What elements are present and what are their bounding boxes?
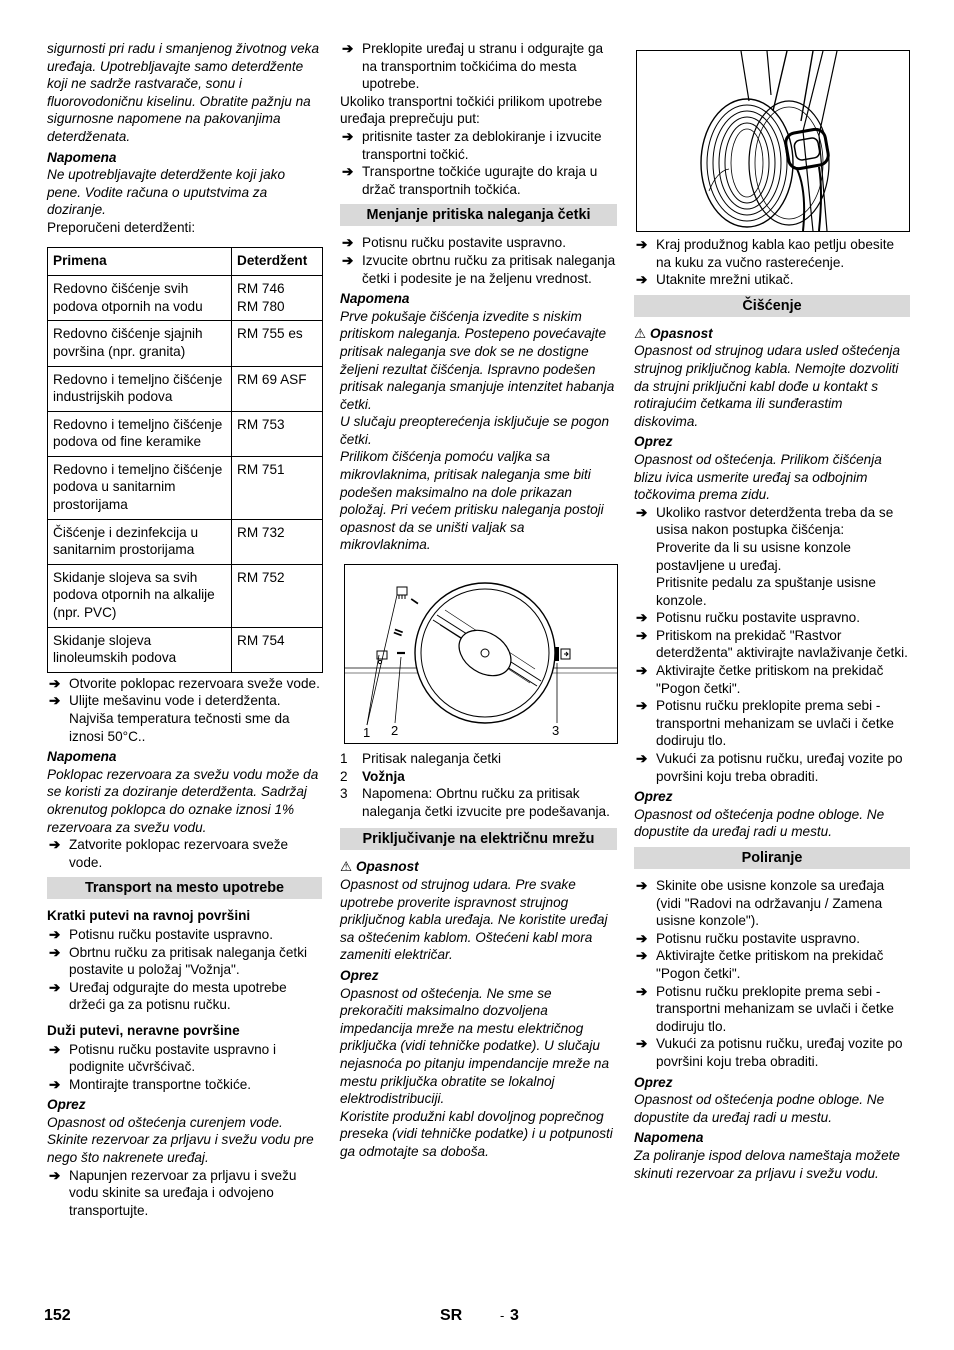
legend-number: 1 xyxy=(340,751,348,767)
arrow-right-icon: ➔ xyxy=(49,675,61,691)
list-item xyxy=(634,504,910,610)
list-item xyxy=(47,944,322,979)
list-item xyxy=(634,627,910,662)
list-item-text: Preklopite uređaj u stranu i odgurajte ga na transportnim točkićima do mesta upotrebe. xyxy=(362,41,604,92)
table-cell: RM 69 ASF xyxy=(232,366,323,411)
arrow-right-icon: ➔ xyxy=(636,627,648,643)
dial-mark: I xyxy=(407,595,422,607)
table-header: Primena xyxy=(48,247,232,276)
language-code: SR xyxy=(440,1307,463,1324)
list-item-text: Napunjen rezervoar za prljavu i svežu vodu skinite sa uređaja i odvojeno transportujte. xyxy=(69,1167,297,1218)
caution-text: Opasnost od oštećenja. Ne sme se prekoračiti maksimalno dozvoljena impedancija mreže na mestu električnog priključka (vidi tehničke podatke). U slučaju nejasnoća po pitanju impendancije mreže na mestu priključka obratite se lokalnoj elektrodistribuciji. Koristite produžni kabl dovoljnog poprečnog preseka (vidi tehničke podatke) i u potpunosti ga odmotajte sa doboša. xyxy=(340,985,613,1159)
arrow-right-icon: ➔ xyxy=(342,252,354,268)
legend-number: 2 xyxy=(340,768,348,784)
section-heading: Poliranje xyxy=(634,847,910,869)
arrow-right-icon: ➔ xyxy=(636,237,648,252)
list-item xyxy=(340,40,617,93)
table-cell: Redovno i temeljno čišćenje podova od fine keramike xyxy=(48,411,232,456)
arrow-right-icon: ➔ xyxy=(636,930,648,946)
arrow-right-icon: ➔ xyxy=(636,1036,648,1052)
list-item xyxy=(47,1041,322,1076)
table-cell: RM 746 RM 780 xyxy=(232,276,323,321)
list-item-text: Otvorite poklopac rezervoara sveže vode. xyxy=(69,675,320,691)
table-cell: Čišćenje i dezinfekcija u sanitarnim prostorijama xyxy=(48,519,232,564)
recommended-label: Preporučeni deterdženti: xyxy=(47,219,196,235)
arrow-right-icon: ➔ xyxy=(342,235,354,251)
table-cell: Skidanje slojeva sa svih podova otpornih na alkalije (npr. PVC) xyxy=(48,564,232,627)
caution-label: Oprez xyxy=(47,1097,86,1113)
callout-3: 3 xyxy=(552,723,560,739)
danger-label: ⚠ Opasnost xyxy=(340,859,419,875)
footer-separator: - xyxy=(500,1308,505,1323)
detergent-table xyxy=(47,247,323,673)
list-item-text: Zatvorite poklopac rezervoara sveže vode. xyxy=(69,837,289,870)
arrow-right-icon: ➔ xyxy=(49,837,61,853)
arrow-right-icon: ➔ xyxy=(636,663,648,679)
list-item-text: Ulijte mešavinu vode i deterdženta. Najviša temperatura tečnosti sme da iznosi 50°C.. xyxy=(69,693,290,744)
section-heading: Transport na mesto upotrebe xyxy=(47,877,322,899)
steps-list xyxy=(340,234,617,287)
table-cell: Redovno i temeljno čišćenje industrijskih podova xyxy=(48,366,232,411)
table-cell: Skidanje slojeva linoleumskih podova xyxy=(48,627,232,672)
table-row xyxy=(48,627,323,672)
arrow-right-icon: ➔ xyxy=(636,698,648,714)
table-header: Deterdžent xyxy=(232,247,323,276)
note-text: Poklopac rezervoara za svežu vodu može da se koristi za doziranje deterdženta. Sadržaj okrenutog poklopca do oznake iznosi 1% rezervoara za svežu vodu. xyxy=(47,766,319,835)
table-cell: Redovno čišćenje svih podova otpornih na vodu xyxy=(48,276,232,321)
note-label: Napomena xyxy=(47,149,117,165)
pressure-dial-figure xyxy=(344,564,618,744)
table-cell: Redovno i temeljno čišćenje podova u sanitarnim prostorijama xyxy=(48,456,232,519)
list-item xyxy=(340,234,617,252)
legend-text: Pritisak naleganja četki xyxy=(362,751,502,767)
list-item-text: Potisnu ručku postavite uspravno. xyxy=(362,235,567,251)
list-item-text: Potisnu ručku preklopite prema sebi - transportni mehanizam se uvlači i četke dodiruju tlo. xyxy=(656,698,894,749)
note-text: Ne upotrebljavajte deterdžente koji jako pene. Vodite računa o uputstvima za doziranje. xyxy=(47,167,286,218)
steps-list xyxy=(47,836,322,871)
list-item xyxy=(634,236,910,271)
caution-label: Oprez xyxy=(634,434,673,450)
list-item xyxy=(634,609,910,627)
arrow-right-icon: ➔ xyxy=(636,610,648,626)
legend-text: Napomena: Obrtnu ručku za pritisak naleganja četki izvucite pre podešavanja. xyxy=(362,786,610,819)
list-item xyxy=(634,877,910,930)
pull-handle-icon xyxy=(555,647,570,661)
caution-text: Opasnost od oštećenja podne obloge. Ne dopustite da uređaj radi u mestu. xyxy=(634,1092,885,1125)
arrow-right-icon: ➔ xyxy=(636,983,648,999)
list-item-text: Potisnu ručku postavite uspravno. xyxy=(69,926,274,942)
steps-list xyxy=(634,877,910,1071)
section-heading: Priključivanje na električnu mrežu xyxy=(340,828,617,850)
arrow-right-icon: ➔ xyxy=(342,164,354,180)
caution-label: Oprez xyxy=(340,967,379,983)
list-item xyxy=(634,697,910,750)
list-item-text: Montirajte transportne točkiće. xyxy=(69,1076,252,1092)
steps-list xyxy=(47,1167,322,1220)
list-item xyxy=(340,163,617,198)
list-item-text: Skinite obe usisne konzole sa uređaja (vidi "Radovi na održavanju / Zamena usisne konzole"). xyxy=(656,878,885,929)
list-item-text: Uređaj odgurajte do mesta upotrebe držeći ga za potisnu ručku. xyxy=(69,979,287,1013)
figure-legend xyxy=(340,750,617,820)
list-item xyxy=(634,271,910,289)
section-heading: Čišćenje xyxy=(634,295,910,317)
caution-text: Opasnost od oštećenja podne obloge. Ne dopustite da uređaj radi u mestu. xyxy=(634,806,885,840)
table-row xyxy=(48,456,323,519)
list-item-text: Obrtnu ručku za pritisak naleganja četki postavite u položaj "Vožnja". xyxy=(69,944,308,978)
callout-1: 1 xyxy=(363,725,371,741)
table-row xyxy=(48,519,323,564)
table-row xyxy=(48,276,323,321)
list-item-text: Kraj produžnog kabla kao petlju obesite na kuku za vučno rasterećenje. xyxy=(656,237,895,270)
dial-mark: II xyxy=(390,626,407,639)
section-page: 3 xyxy=(510,1307,519,1324)
steps-list xyxy=(634,504,910,786)
list-item-text: Pritiskom na prekidač "Rastvor deterdženta" aktivirajte navlaživanje četki. xyxy=(656,627,908,661)
arrow-right-icon: ➔ xyxy=(636,504,648,520)
steps-list xyxy=(47,1041,322,1094)
legend-item xyxy=(340,768,617,786)
table-cell: RM 755 es xyxy=(232,321,323,366)
caution-label: Oprez xyxy=(634,1074,673,1090)
list-item xyxy=(47,926,322,944)
list-item xyxy=(47,836,322,871)
table-cell: RM 751 xyxy=(232,456,323,519)
column-2 xyxy=(340,40,617,1161)
arrow-right-icon: ➔ xyxy=(49,1076,61,1092)
table-row xyxy=(48,411,323,456)
arrow-right-icon: ➔ xyxy=(49,1167,61,1183)
list-item xyxy=(634,750,910,785)
arrow-right-icon: ➔ xyxy=(636,272,648,288)
list-item xyxy=(634,662,910,697)
arrow-right-icon: ➔ xyxy=(49,944,61,960)
arrow-right-icon: ➔ xyxy=(49,1041,61,1057)
intro-text: sigurnosti pri radu i smanjenog životnog veka uređaja. Upotrebljavajte samo deterdžente koji ne sadrže rastvarače, sonu i fluorovodoničnu kiselinu. Obratite pažnju na sigurnosne napomene na pakovanjima deterdženata. xyxy=(47,41,320,144)
steps-list xyxy=(634,236,910,289)
list-item-text: Vukući za potisnu ručku, uređaj vozite po površini koju treba obraditi. xyxy=(656,1036,903,1069)
subheading: Duži putevi, neravne površine xyxy=(47,1022,240,1038)
list-item xyxy=(634,930,910,948)
danger-text: Opasnost od strujnog udara. Pre svake upotrebe proverite ispravnost strujnog priključnog kabla uređaja. Ne koristite uređaj sa oštećenim kablom. Oštećeni kabl mora zameniti električar. xyxy=(340,877,608,963)
table-row xyxy=(48,366,323,411)
table-cell: RM 752 xyxy=(232,564,323,627)
warning-triangle-icon: ⚠ xyxy=(340,859,353,875)
list-item-text: Aktivirajte četke pritiskom na prekidač "Pogon četki". xyxy=(656,948,884,981)
callout-2: 2 xyxy=(391,723,399,739)
list-item xyxy=(340,252,617,287)
note-text: Za poliranje ispod delova nameštaja možete skinuti rezervoar za prljavu i svežu vodu. xyxy=(634,1147,900,1181)
list-item-text: Potisnu ručku preklopite prema sebi - transportni mehanizam se uvlači i četke dodiruju tlo. xyxy=(656,983,894,1034)
pressure-dial-drawing xyxy=(345,565,617,743)
legend-text: Vožnja xyxy=(362,768,405,784)
list-item-text: Transportne točkiće ugurajte do kraja u držač transportnih točkića. xyxy=(362,164,598,197)
list-item xyxy=(47,692,322,745)
list-item-text: Vukući za potisnu ručku, uređaj vozite po površini koju treba obraditi. xyxy=(656,751,903,784)
legend-item xyxy=(340,785,617,820)
list-item-text: Potisnu ručku postavite uspravno i podignite učvršćivač. xyxy=(69,1041,277,1075)
arrow-right-icon: ➔ xyxy=(636,878,648,893)
list-item xyxy=(47,1076,322,1094)
note-label: Napomena xyxy=(634,1130,704,1146)
list-item xyxy=(634,1035,910,1070)
table-cell: RM 753 xyxy=(232,411,323,456)
list-item xyxy=(634,983,910,1036)
list-item-text: pritisnite taster za deblokiranje i izvucite transportni točkić. xyxy=(362,128,602,162)
table-cell: Redovno čišćenje sjajnih površina (npr. granita) xyxy=(48,321,232,366)
table-cell: RM 754 xyxy=(232,627,323,672)
list-item xyxy=(47,979,322,1014)
arrow-right-icon: ➔ xyxy=(49,979,61,995)
caution-text: Opasnost od oštećenja curenjem vode. Skinite rezervoar za prljavu i svežu vodu pre nego što nakrenete uređaj. xyxy=(47,1114,314,1166)
note-label: Napomena xyxy=(47,749,117,765)
arrow-right-icon: ➔ xyxy=(342,41,354,56)
list-item xyxy=(47,1167,322,1220)
danger-label: ⚠ Opasnost xyxy=(634,325,713,341)
list-item-text: Izvucite obrtnu ručku za pritisak naleganja četki i podesite je na željenu vrednost. xyxy=(362,252,616,286)
column-3 xyxy=(634,40,910,1182)
list-item-text: Utaknite mrežni utikač. xyxy=(656,272,794,288)
list-item xyxy=(340,128,617,163)
list-item xyxy=(634,947,910,982)
hinder-text: Ukoliko transportni točkići prilikom upotrebe uređaja preprečuju put: xyxy=(340,93,603,127)
caution-text: Opasnost od oštećenja. Prilikom čišćenja blizu ivica usmerite uređaj sa odbojnim točkovima prema zidu. xyxy=(634,451,882,503)
table-row xyxy=(48,321,323,366)
arrow-right-icon: ➔ xyxy=(49,693,61,709)
page-number: 152 xyxy=(44,1307,71,1324)
brush-icon xyxy=(397,587,407,599)
list-item xyxy=(47,675,322,693)
subheading: Kratki putevi na ravnoj površini xyxy=(47,908,251,924)
table-row xyxy=(48,564,323,627)
danger-text: Opasnost od strujnog udara usled oštećenja strujnog priključnog kabla. Nemojte dozvoliti da strujni priključni kabl dođe u kontakt s rotirajućim četkama ili sunđerastim diskovima. xyxy=(634,343,901,429)
note-label: Napomena xyxy=(340,291,410,307)
section-heading: Menjanje pritiska naleganja četki xyxy=(340,204,617,226)
list-item-text: Potisnu ručku postavite uspravno. xyxy=(656,610,861,626)
steps-list xyxy=(340,128,617,198)
list-item-text: Aktivirajte četke pritiskom na prekidač "Pogon četki". xyxy=(656,663,884,696)
table-header-row xyxy=(48,247,323,276)
warning-triangle-icon: ⚠ xyxy=(634,325,647,341)
arrow-right-icon: ➔ xyxy=(636,751,648,767)
steps-list xyxy=(47,675,322,745)
table-cell: RM 732 xyxy=(232,519,323,564)
caution-label: Oprez xyxy=(634,789,673,805)
note-text: Prve pokušaje čišćenja izvedite s niskim pritiskom naleganja. Postepeno povećavajte pritisak naleganja sve dok se ne dostigne željeni rezultat čišćenja. Ispravno podešen pritisak naleganja smanjuje intenzitet habanja četki. U slučaju preopterećenja isključuje se pogon četki. Prilikom čišćenja pomoću valjka sa mikrovlaknima, pritisak naleganja sme biti podešen maksimalno na dole prikazan položaj. Pri većem pritisku naleganja postoji opasnost da se uništi valjak sa mikrovlaknima. xyxy=(340,308,615,553)
arrow-right-icon: ➔ xyxy=(342,128,354,144)
steps-list xyxy=(47,926,322,1014)
list-item-text: Ukoliko rastvor deterdženta treba da se usisa nakon postupka čišćenja: Proverite da li su usisne konzole postavljene u uređaj. Pritisnite pedalu za spuštanje usisne konzole. xyxy=(656,504,894,608)
legend-item xyxy=(340,750,617,768)
list-item-text: Potisnu ručku postavite uspravno. xyxy=(656,930,861,946)
arrow-right-icon: ➔ xyxy=(636,948,648,964)
column-1 xyxy=(47,40,322,1219)
steps-list xyxy=(340,40,617,93)
legend-number: 3 xyxy=(340,786,348,802)
cable-hook-drawing xyxy=(637,51,909,231)
cable-hook-figure xyxy=(636,50,910,232)
arrow-right-icon: ➔ xyxy=(49,926,61,942)
